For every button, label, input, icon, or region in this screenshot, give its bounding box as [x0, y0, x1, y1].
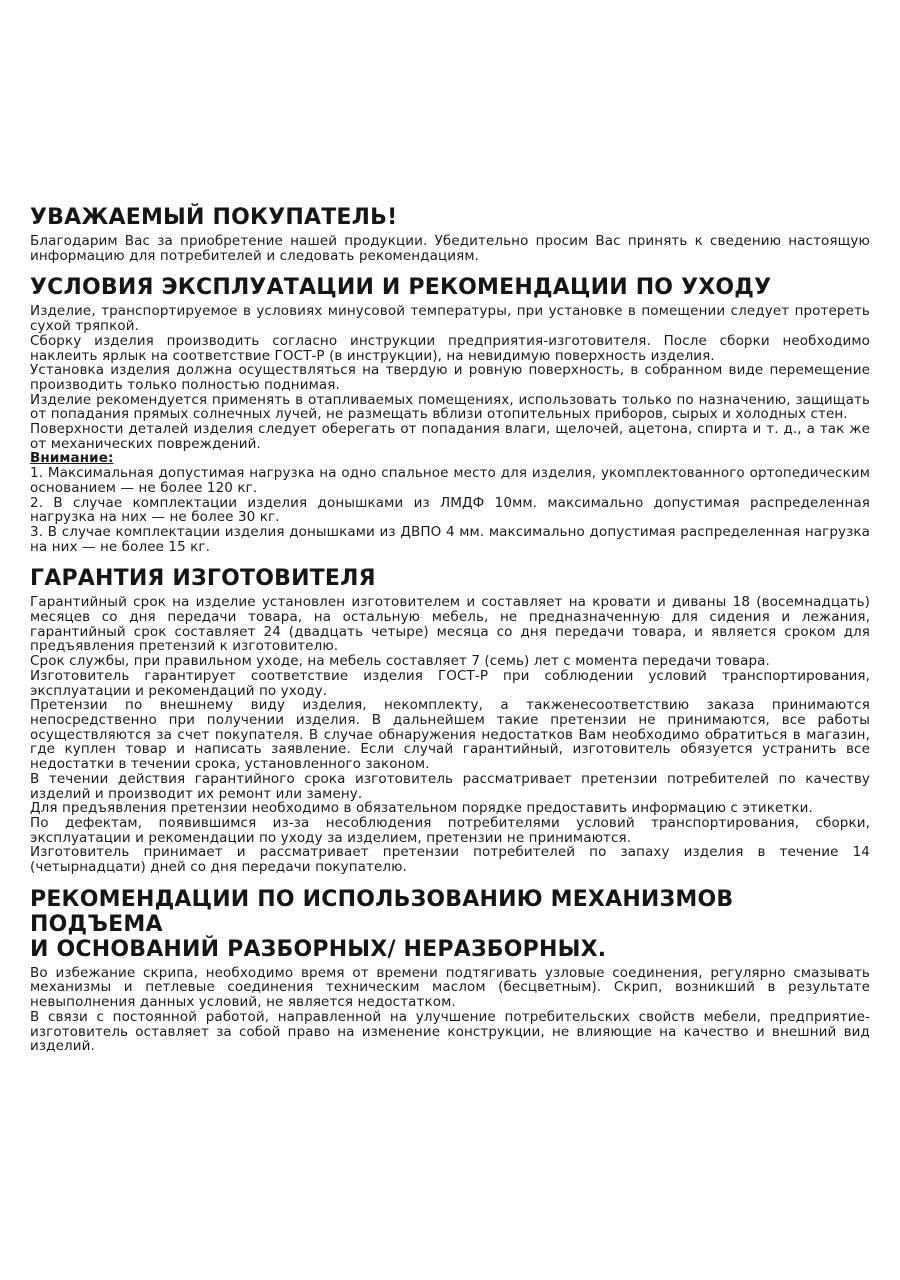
section-lift-mechanisms [30, 887, 870, 1054]
care-paragraph: Сборку изделия производить согласно инструкции предприятия-изготовителя. После сборки необходимо наклеить ярлык на соответствие ГОСТ-Р (в инструкции), на невидимую поверхность изделия. [30, 332, 870, 364]
lift-mechanisms-heading [30, 887, 870, 962]
attention-item: 1. Максимальная допустимая нагрузка на одно спальное место для изделия, укомплектованного ортопедическим основанием — не более 120 кг. [30, 465, 870, 496]
warranty-paragraph: Претензии по внешнему виду изделия, некомплекту, а такженесоответствию заказа принимаются непосредственно при получении изделия. В дальнейшем такие претензии не принимаются, все работы осуществляются за счет покупателя. В случае обнаружения недостатков Вам необходимо обратиться в магазин, где куплен товар и написать заявление. Если случай гарантийный, изготовитель обязуется устранить все недостатки в течении срока, установленного законом. [30, 697, 870, 773]
care-conditions-heading: УСЛОВИЯ ЭКСПЛУАТАЦИИ И РЕКОМЕНДАЦИИ ПО УХОДУ [30, 275, 772, 301]
section-dear-customer [30, 205, 870, 263]
warranty-paragraph: По дефектам, появившимся из-за несоблюдения потребителями условий транспортирования, сборки, эксплуатации и рекомендации по уходу за изделием, претензии не принимаются. [30, 814, 870, 846]
care-paragraph: Установка изделия должна осуществляться на твердую и ровную поверхность, в собранном виде перемещение производить только полностью поднимая. [30, 362, 870, 393]
warranty-paragraph: Изготовитель гарантирует соответствие изделия ГОСТ-Р при соблюдении условий транспортирования, эксплуатации и рекомендаций по уходу. [30, 667, 870, 699]
attention-item: 2. В случае комплектации изделия донышками из ЛМДФ 10мм. максимально допустимая распределенная нагрузка на них — не более 30 кг. [30, 494, 870, 526]
warranty-paragraph: В течении действия гарантийного срока изготовитель рассматривает претензии потребителей по качеству изделий и производит их ремонт или замену. [30, 770, 870, 802]
lift-mechanisms-paragraph: Во избежание скрипа, необходимо время от времени подтягивать узловые соединения, регулярно смазывать механизмы и петлевые соединения техническим маслом (бесцветным). Скрип, возникший в результате невыполнения данных условий, не является недостатком. [30, 964, 870, 1011]
care-paragraph: Изделие рекомендуется применять в отапливаемых помещениях, использовать только по назначению, защищать от попадания прямых солнечных лучей, не размещать вблизи отопительных приборов, сырых и холодных стен. [30, 391, 870, 423]
attention-item: 3. В случае комплектации изделия донышками из ДВПО 4 мм. максимально допустимая распределенная нагрузка на них — не более 15 кг. [30, 523, 870, 555]
warranty-heading: ГАРАНТИЯ ИЗГОТОВИТЕЛЯ [30, 566, 376, 592]
attention-label: Внимание: [30, 450, 114, 467]
dear-customer-heading: УВАЖАЕМЫЙ ПОКУПАТЕЛЬ! [30, 205, 398, 230]
care-paragraph: Поверхности деталей изделия следует оберегать от попадания влаги, щелочей, ацетона, спирта и т. д., а так же от механических повреждений. [30, 421, 870, 452]
warranty-paragraph: Гарантийный срок на изделие установлен изготовителем и составляет на кровати и диваны 18 (восемнадцать) месяцев со дня передачи товара, на остальную мебель, не предназначенную для сидения и лежания, гарантийный срок составляет 24 (двадцать четыре) месяца со дня передачи товара, и является сроком для предъявления претензий к изготовителю. [30, 594, 870, 655]
care-paragraph: Изделие, транспортируемое в условиях минусовой температуры, при установке в помещении следует протереть сухой тряпкой. [30, 303, 870, 335]
section-care-conditions [30, 275, 870, 554]
dear-customer-paragraph: Благодарим Вас за приобретение нашей продукции. Убедительно просим Вас принять к сведению настоящую информацию для потребителей и следовать рекомендациям. [30, 233, 870, 264]
lift-mechanisms-paragraph: В связи с постоянной работой, направленной на улучшение потребительских свойств мебели, предприятие-изготовитель оставляет за собой право на изменение конструкции, не влияющие на качество и внешний вид изделий. [30, 1008, 870, 1055]
lift-mechanisms-heading-line-1: РЕКОМЕНДАЦИИ ПО ИСПОЛЬЗОВАНИЮ МЕХАНИЗМОВ ПОДЪЕМА [30, 886, 734, 937]
warranty-paragraph: Для предъявления претензии необходимо в обязательном порядке предоставить информацию с этикетки. [30, 800, 813, 817]
warranty-paragraph: Срок службы, при правильном уходе, на мебель составляет 7 (семь) лет с момента передачи товара. [30, 653, 770, 670]
lift-mechanisms-heading-line-2: И ОСНОВАНИЙ РАЗБОРНЫХ/ НЕРАЗБОРНЫХ. [30, 936, 607, 962]
section-warranty [30, 566, 870, 874]
warranty-paragraph: Изготовитель принимает и рассматривает претензии потребителей по запаху изделия в течение 14 (четырнадцати) дней со дня передачи покупателю. [30, 844, 870, 876]
